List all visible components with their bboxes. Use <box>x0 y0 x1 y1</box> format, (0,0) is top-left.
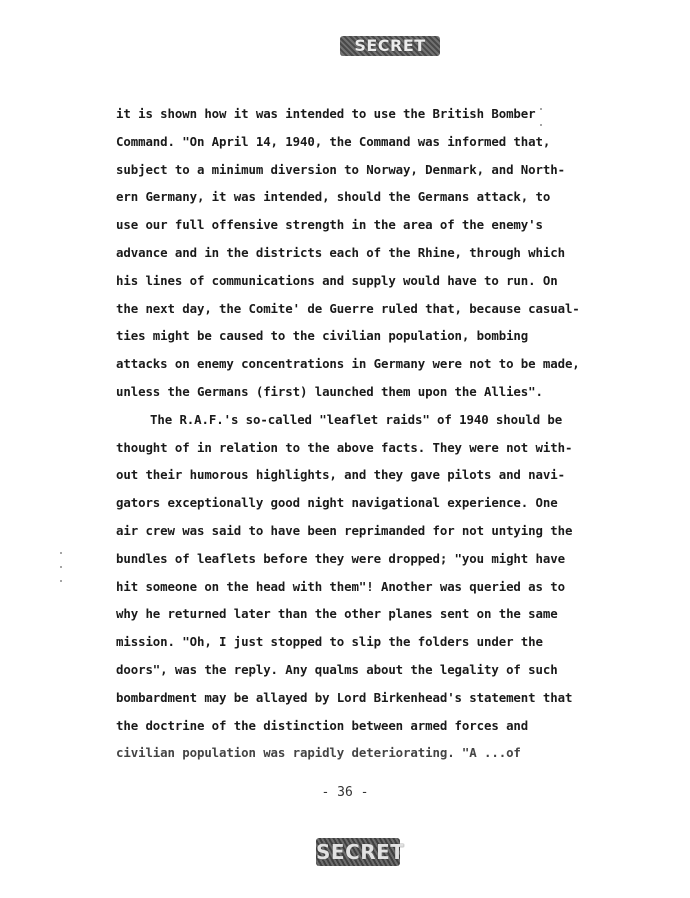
text-line: subject to a minimum diversion to Norway, Denmark, and North- <box>116 161 565 177</box>
text-line: his lines of communications and supply would have to run. On <box>116 272 558 288</box>
text-line: bundles of leaflets before they were dropped; "you might have <box>116 550 565 566</box>
classification-label-top: SECRET <box>354 36 426 55</box>
scan-speck <box>540 108 542 110</box>
text-line: advance and in the districts each of the Rhine, through which <box>116 244 565 260</box>
text-line: Command. "On April 14, 1940, the Command was informed that, <box>116 133 551 149</box>
scan-speck <box>60 566 62 568</box>
text-line: doors", was the reply. Any qualms about the legality of such <box>116 661 558 677</box>
text-line: it is shown how it was intended to use the British Bomber <box>116 106 536 121</box>
text-line: mission. "Oh, I just stopped to slip the folders under the <box>116 634 543 650</box>
text-line: attacks on enemy concentrations in Germany were not to be made, <box>116 356 580 372</box>
classification-label-bottom: SECRET <box>316 840 405 864</box>
text-line: the next day, the Comite' de Guerre ruled that, because casual- <box>116 300 580 316</box>
scan-speck <box>540 124 542 126</box>
text-line: hit someone on the head with them"! Another was queried as to <box>116 578 565 594</box>
text-line: use our full offensive strength in the area of the enemy's <box>116 217 543 233</box>
text-line: gators exceptionally good night navigational experience. One <box>116 495 558 511</box>
text-line: civilian population was rapidly deteriorating. "A ...of <box>116 745 521 761</box>
text-line: the doctrine of the distinction between armed forces and <box>116 717 529 733</box>
text-line: out their humorous highlights, and they gave pilots and navi- <box>116 467 565 483</box>
scan-speck <box>60 580 62 582</box>
text-line: why he returned later than the other planes sent on the same <box>116 606 558 622</box>
text-line: thought of in relation to the above facts. They were not with- <box>116 439 573 455</box>
scan-speck <box>60 552 62 554</box>
text-line: ern Germany, it was intended, should the Germans attack, to <box>116 189 551 205</box>
text-line: bombardment may be allayed by Lord Birkenhead's statement that <box>116 689 573 705</box>
document-body <box>116 100 580 767</box>
text-line: ties might be caused to the civilian population, bombing <box>116 328 529 344</box>
classification-stamp-top <box>340 36 440 56</box>
paragraph-start-line: The R.A.F.'s so-called "leaflet raids" of 1940 should be <box>150 411 563 427</box>
classification-stamp-bottom <box>316 838 405 866</box>
page-number: - 36 - <box>321 785 369 800</box>
text-line: unless the Germans (first) launched them upon the Allies". <box>116 383 543 399</box>
text-line: air crew was said to have been reprimanded for not untying the <box>116 522 573 538</box>
